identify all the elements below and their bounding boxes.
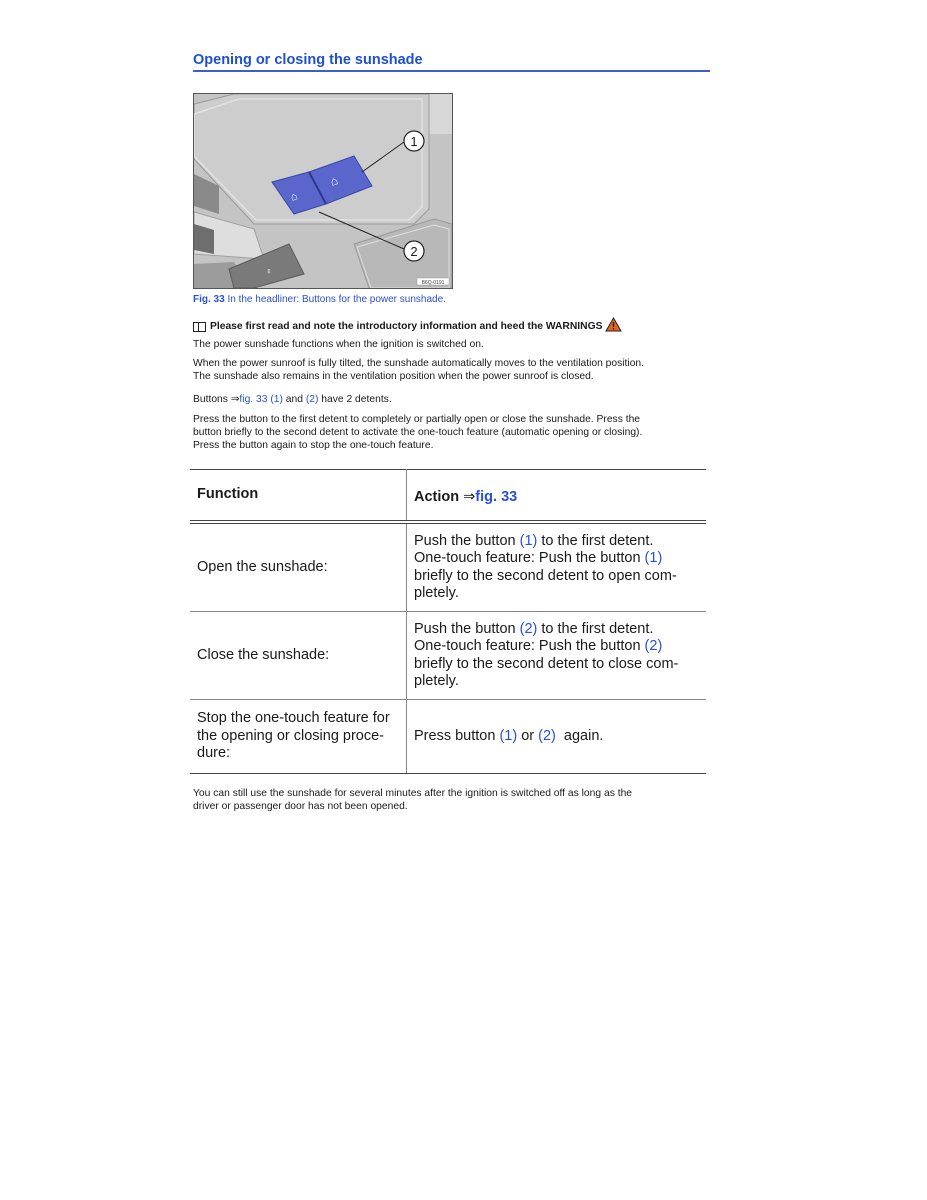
paragraph-ventilation-line-2: The sunshade also remains in the ventilation position when the power sunroof is closed. <box>193 371 594 382</box>
callout-2-link[interactable]: (2) <box>305 394 319 405</box>
footer-line-1: You can still use the sunshade for several minutes after the ignition is switched off as long as the <box>193 788 633 799</box>
paragraph-ignition: The power sunshade functions when the ignition is switched on. <box>193 339 484 350</box>
callout-1-link[interactable]: (1) <box>519 532 538 549</box>
function-text: dure: <box>197 745 231 762</box>
instructions-line-1: Press the button to the first detent to completely or partially open or close the sunshade. Press the <box>193 414 641 425</box>
action-text: again. <box>555 727 604 744</box>
headliner-illustration <box>194 94 452 288</box>
table-row <box>190 522 706 612</box>
action-cell <box>407 700 707 774</box>
callout-2-link[interactable]: (2) <box>538 727 556 744</box>
action-text: or <box>517 727 539 744</box>
footer-line-2: driver or passenger door has not been opened. <box>193 801 408 812</box>
svg-text:⌂: ⌂ <box>328 173 340 189</box>
header-function: Function <box>190 470 407 523</box>
paragraph-detents <box>193 393 713 406</box>
function-text: the opening or closing proce- <box>197 727 385 744</box>
callout-2: 2 <box>410 244 418 259</box>
function-text: Stop the one-touch feature for <box>197 710 390 727</box>
figure-caption <box>193 294 446 305</box>
action-text: to the first detent. <box>537 532 654 549</box>
action-text: briefly to the second detent to close com- <box>414 655 679 672</box>
svg-text:⌂: ⌂ <box>288 190 300 204</box>
warnings-note <box>193 317 713 336</box>
warning-icon <box>605 317 622 336</box>
function-cell <box>190 700 407 774</box>
instructions-line-2: button briefly to the second detent to activate the one-touch feature (automatic opening or closing). <box>193 427 643 438</box>
arrow: ⇒ <box>463 489 476 506</box>
table-header-row <box>190 470 706 523</box>
callout-1: 1 <box>410 134 418 149</box>
section-heading: Opening or closing the sunshade <box>193 52 710 72</box>
paragraph-instructions <box>193 413 713 452</box>
detents-prefix: Buttons <box>193 394 231 405</box>
note-text: Please first read and note the introductory information and heed the WARNINGS <box>210 321 603 332</box>
action-cell <box>407 522 707 612</box>
action-text: One-touch feature: Push the button <box>414 550 645 567</box>
action-text: Press button <box>414 727 500 744</box>
action-text: to the first detent. <box>537 620 654 637</box>
figure-code: B6Q-0191 <box>421 280 445 286</box>
callout-1-link[interactable]: (1) <box>644 550 663 567</box>
fig-33-link[interactable]: fig. 33 (1) <box>239 394 283 405</box>
action-text: pletely. <box>414 672 459 689</box>
header-action-label: Action <box>414 489 464 506</box>
paragraph-ventilation <box>193 357 713 383</box>
detents-mid: and <box>282 394 306 405</box>
caption-text: In the headliner: Buttons for the power sunshade. <box>224 294 446 305</box>
header-action <box>407 470 707 523</box>
function-table <box>190 469 706 774</box>
action-text: Push the button <box>414 532 520 549</box>
book-icon <box>193 322 206 332</box>
action-text: pletely. <box>414 584 459 601</box>
action-text: One-touch feature: Push the button <box>414 638 645 655</box>
instructions-line-3: Press the button again to stop the one-touch feature. <box>193 440 434 451</box>
detents-suffix: have 2 detents. <box>318 394 392 405</box>
table-row <box>190 612 706 700</box>
action-text: briefly to the second detent to open com- <box>414 567 677 584</box>
footer-note <box>193 787 713 813</box>
action-cell <box>407 612 707 700</box>
callout-2-link[interactable]: (2) <box>644 638 663 655</box>
action-text: Push the button <box>414 620 520 637</box>
svg-text:⇞: ⇞ <box>266 269 272 276</box>
callout-1-link[interactable]: (1) <box>499 727 518 744</box>
paragraph-ventilation-line-1: When the power sunroof is fully tilted, the sunshade automatically moves to the ventilation position. <box>193 358 645 369</box>
arrow: ⇒ <box>230 394 240 405</box>
table-row <box>190 700 706 774</box>
caption-ref: Fig. 33 <box>193 294 225 305</box>
header-fig-link[interactable]: fig. 33 <box>475 489 518 506</box>
figure-headliner-buttons <box>193 93 453 289</box>
function-cell: Close the sunshade: <box>190 612 407 700</box>
callout-2-link[interactable]: (2) <box>519 620 538 637</box>
function-cell: Open the sunshade: <box>190 522 407 612</box>
